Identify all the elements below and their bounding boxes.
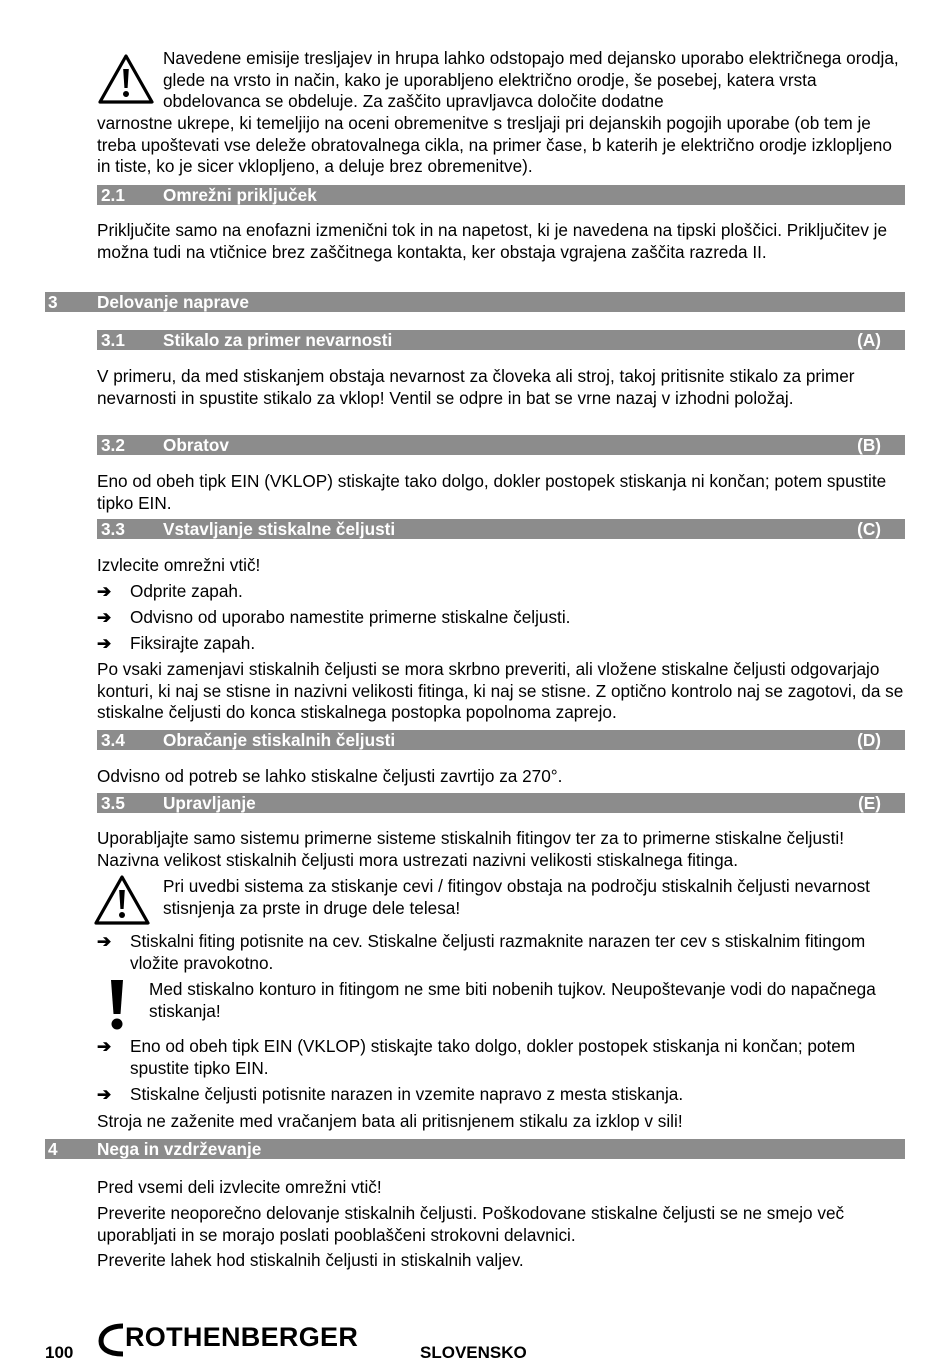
section-3-5-closing: Stroja ne zaženite med vračanjem bata ali pritisnjenem stikalu za izklop v sili! <box>97 1111 683 1131</box>
section-title: Vstavljanje stiskalne čeljusti <box>163 519 396 539</box>
rothenberger-logo-icon <box>97 1322 127 1358</box>
section-3-4-text: Odvisno od potreb se lahko stiskalne čeljusti zavrtijo za 270°. <box>97 766 563 786</box>
section-number: 3.1 <box>101 330 125 350</box>
list-item-text: Fiksirajte zapah. <box>130 633 256 653</box>
arrow-right-icon: ➔ <box>97 633 112 653</box>
section-3-4-header <box>97 730 905 750</box>
arrow-right-icon: ➔ <box>97 1084 112 1104</box>
chapter-number: 3 <box>48 292 58 312</box>
figure-reference: (E) <box>858 793 881 813</box>
list-item-text: Eno od obeh tipk EIN (VKLOP) stiskajte tako dolgo, dokler postopek stiskanja ni končan; potem spustite tipko EIN. <box>130 1036 856 1078</box>
arrow-right-icon: ➔ <box>97 931 112 951</box>
chapter-4-header <box>45 1139 905 1159</box>
section-title: Obračanje stiskalnih čeljusti <box>163 730 396 750</box>
section-3-5-note: Med stiskalno konturo in fitingom ne sme biti nobenih tujkov. Neupoštevanje vodi do napačnega stiskanja! <box>149 979 876 1021</box>
figure-reference: (C) <box>857 519 881 539</box>
exclamation-icon <box>106 978 128 1032</box>
section-title: Upravljanje <box>163 793 256 813</box>
section-3-3-text: Po vsaki zamenjavi stiskalnih čeljusti se mora skrbno preveriti, ali vložene stiskalne čeljusti odgovarjajo konturi, ki naj se stisne in nazivni velikosti fitinga, ki naj se stisne. Z optično kontrolo naj se zagotovi, da se stiskalne čeljusti do konca stiskalnega postopka popolnoma zaprejo. <box>97 659 904 722</box>
section-number: 2.1 <box>101 185 125 205</box>
chapter-title: Delovanje naprave <box>97 292 249 312</box>
section-title: Obratov <box>163 435 229 455</box>
section-3-3-header <box>97 519 905 539</box>
section-3-5-text: Uporabljajte samo sistemu primerne sisteme stiskalnih fitingov ter za to primerne stiskalne čeljusti! Nazivna velikost stiskalnih čeljusti mora ustrezati nazivni velikosti stiskalnega fitinga. <box>97 828 844 870</box>
list-item-text: Odvisno od uporabo namestite primerne stiskalne čeljusti. <box>130 607 571 627</box>
figure-reference: (A) <box>857 330 881 350</box>
arrow-right-icon: ➔ <box>97 607 112 627</box>
section-4-p3: Preverite lahek hod stiskalnih čeljusti in stiskalnih valjev. <box>97 1250 524 1270</box>
section-number: 3.2 <box>101 435 125 455</box>
section-3-1-text: V primeru, da med stiskanjem obstaja nevarnost za človeka ali stroj, takoj pritisnite stikalo za primer nevarnosti in spustite stikalo za vklop! Ventil se odpre in bat se vrne nazaj v izhodni položaj. <box>97 366 855 408</box>
section-4-p1: Pred vsemi deli izvlecite omrežni vtič! <box>97 1177 382 1197</box>
section-number: 3.4 <box>101 730 125 750</box>
section-3-5-warning: Pri uvedbi sistema za stiskanje cevi / fitingov obstaja na področju stiskalnih čeljusti nevarnost stisnjenja za prste in druge dele telesa! <box>163 876 870 918</box>
brand-logo <box>97 1320 359 1362</box>
section-3-3-intro: Izvlecite omrežni vtič! <box>97 555 261 575</box>
brand-name: ROTHENBERGER <box>125 1322 359 1352</box>
arrow-right-icon: ➔ <box>97 581 112 601</box>
warning-triangle-icon <box>96 52 156 106</box>
section-2-1-text: Priključite samo na enofazni izmenični tok in na napetost, ki je navedena na tipski ploščici. Priključitev je možna tudi na vtičnice brez zaščitnega kontakta, ker obstaja vgrajena zaščita razreda II. <box>97 220 888 262</box>
warning-triangle-icon <box>92 873 152 927</box>
footer-language: SLOVENSKO <box>420 1343 527 1362</box>
section-number: 3.3 <box>101 519 125 539</box>
intro-continuation: varnostne ukrepe, ki temeljijo na oceni obremenitve s tresljaji pri dejanskih pogojih uporabe (ob tem je treba upoštevati vse deleže obratovalnega cikla, na primer čase, b katerih je električno orodje izklopljeno in tiste, ko je sicer vklopljeno, a deluje brez obremenitve). <box>97 113 892 176</box>
section-2-1-header <box>97 185 905 205</box>
list-item-text: Stiskalne čeljusti potisnite narazen in vzemite napravo z mesta stiskanja. <box>130 1084 684 1104</box>
chapter-3-header <box>45 292 905 312</box>
intro-warning-text: Navedene emisije tresljajev in hrupa lahko odstopajo med dejansko uporabo električnega orodja, glede na vrsto in način, kako je uporabljeno električno orodje, še posebej, katera vrsta obdelovanca se obdeluje. Za zaščito upravljavca določite dodatne <box>163 48 899 111</box>
chapter-title: Nega in vzdrževanje <box>97 1139 262 1159</box>
section-3-5-header <box>97 793 905 813</box>
figure-reference: (D) <box>857 730 881 750</box>
arrow-right-icon: ➔ <box>97 1036 112 1056</box>
chapter-number: 4 <box>48 1139 58 1159</box>
section-3-1-header <box>97 330 905 350</box>
section-4-p2: Preverite neoporečno delovanje stiskalnih čeljusti. Poškodovane stiskalne čeljusti se ne smejo več uporabljati in se morajo poslati pooblaščeni strokovni delavnici. <box>97 1203 845 1245</box>
list-item-text: Odprite zapah. <box>130 581 243 601</box>
figure-reference: (B) <box>857 435 881 455</box>
section-title: Omrežni priključek <box>163 185 317 205</box>
page-number: 100 <box>45 1343 74 1362</box>
section-3-2-text: Eno od obeh tipk EIN (VKLOP) stiskajte tako dolgo, dokler postopek stiskanja ni končan; potem spustite tipko EIN. <box>97 471 887 513</box>
section-3-2-header <box>97 435 905 455</box>
section-title: Stikalo za primer nevarnosti <box>163 330 393 350</box>
section-number: 3.5 <box>101 793 125 813</box>
list-item-text: Stiskalni fiting potisnite na cev. Stiskalne čeljusti razmaknite narazen ter cev s stiskalnim fitingom vložite pravokotno. <box>130 931 866 973</box>
